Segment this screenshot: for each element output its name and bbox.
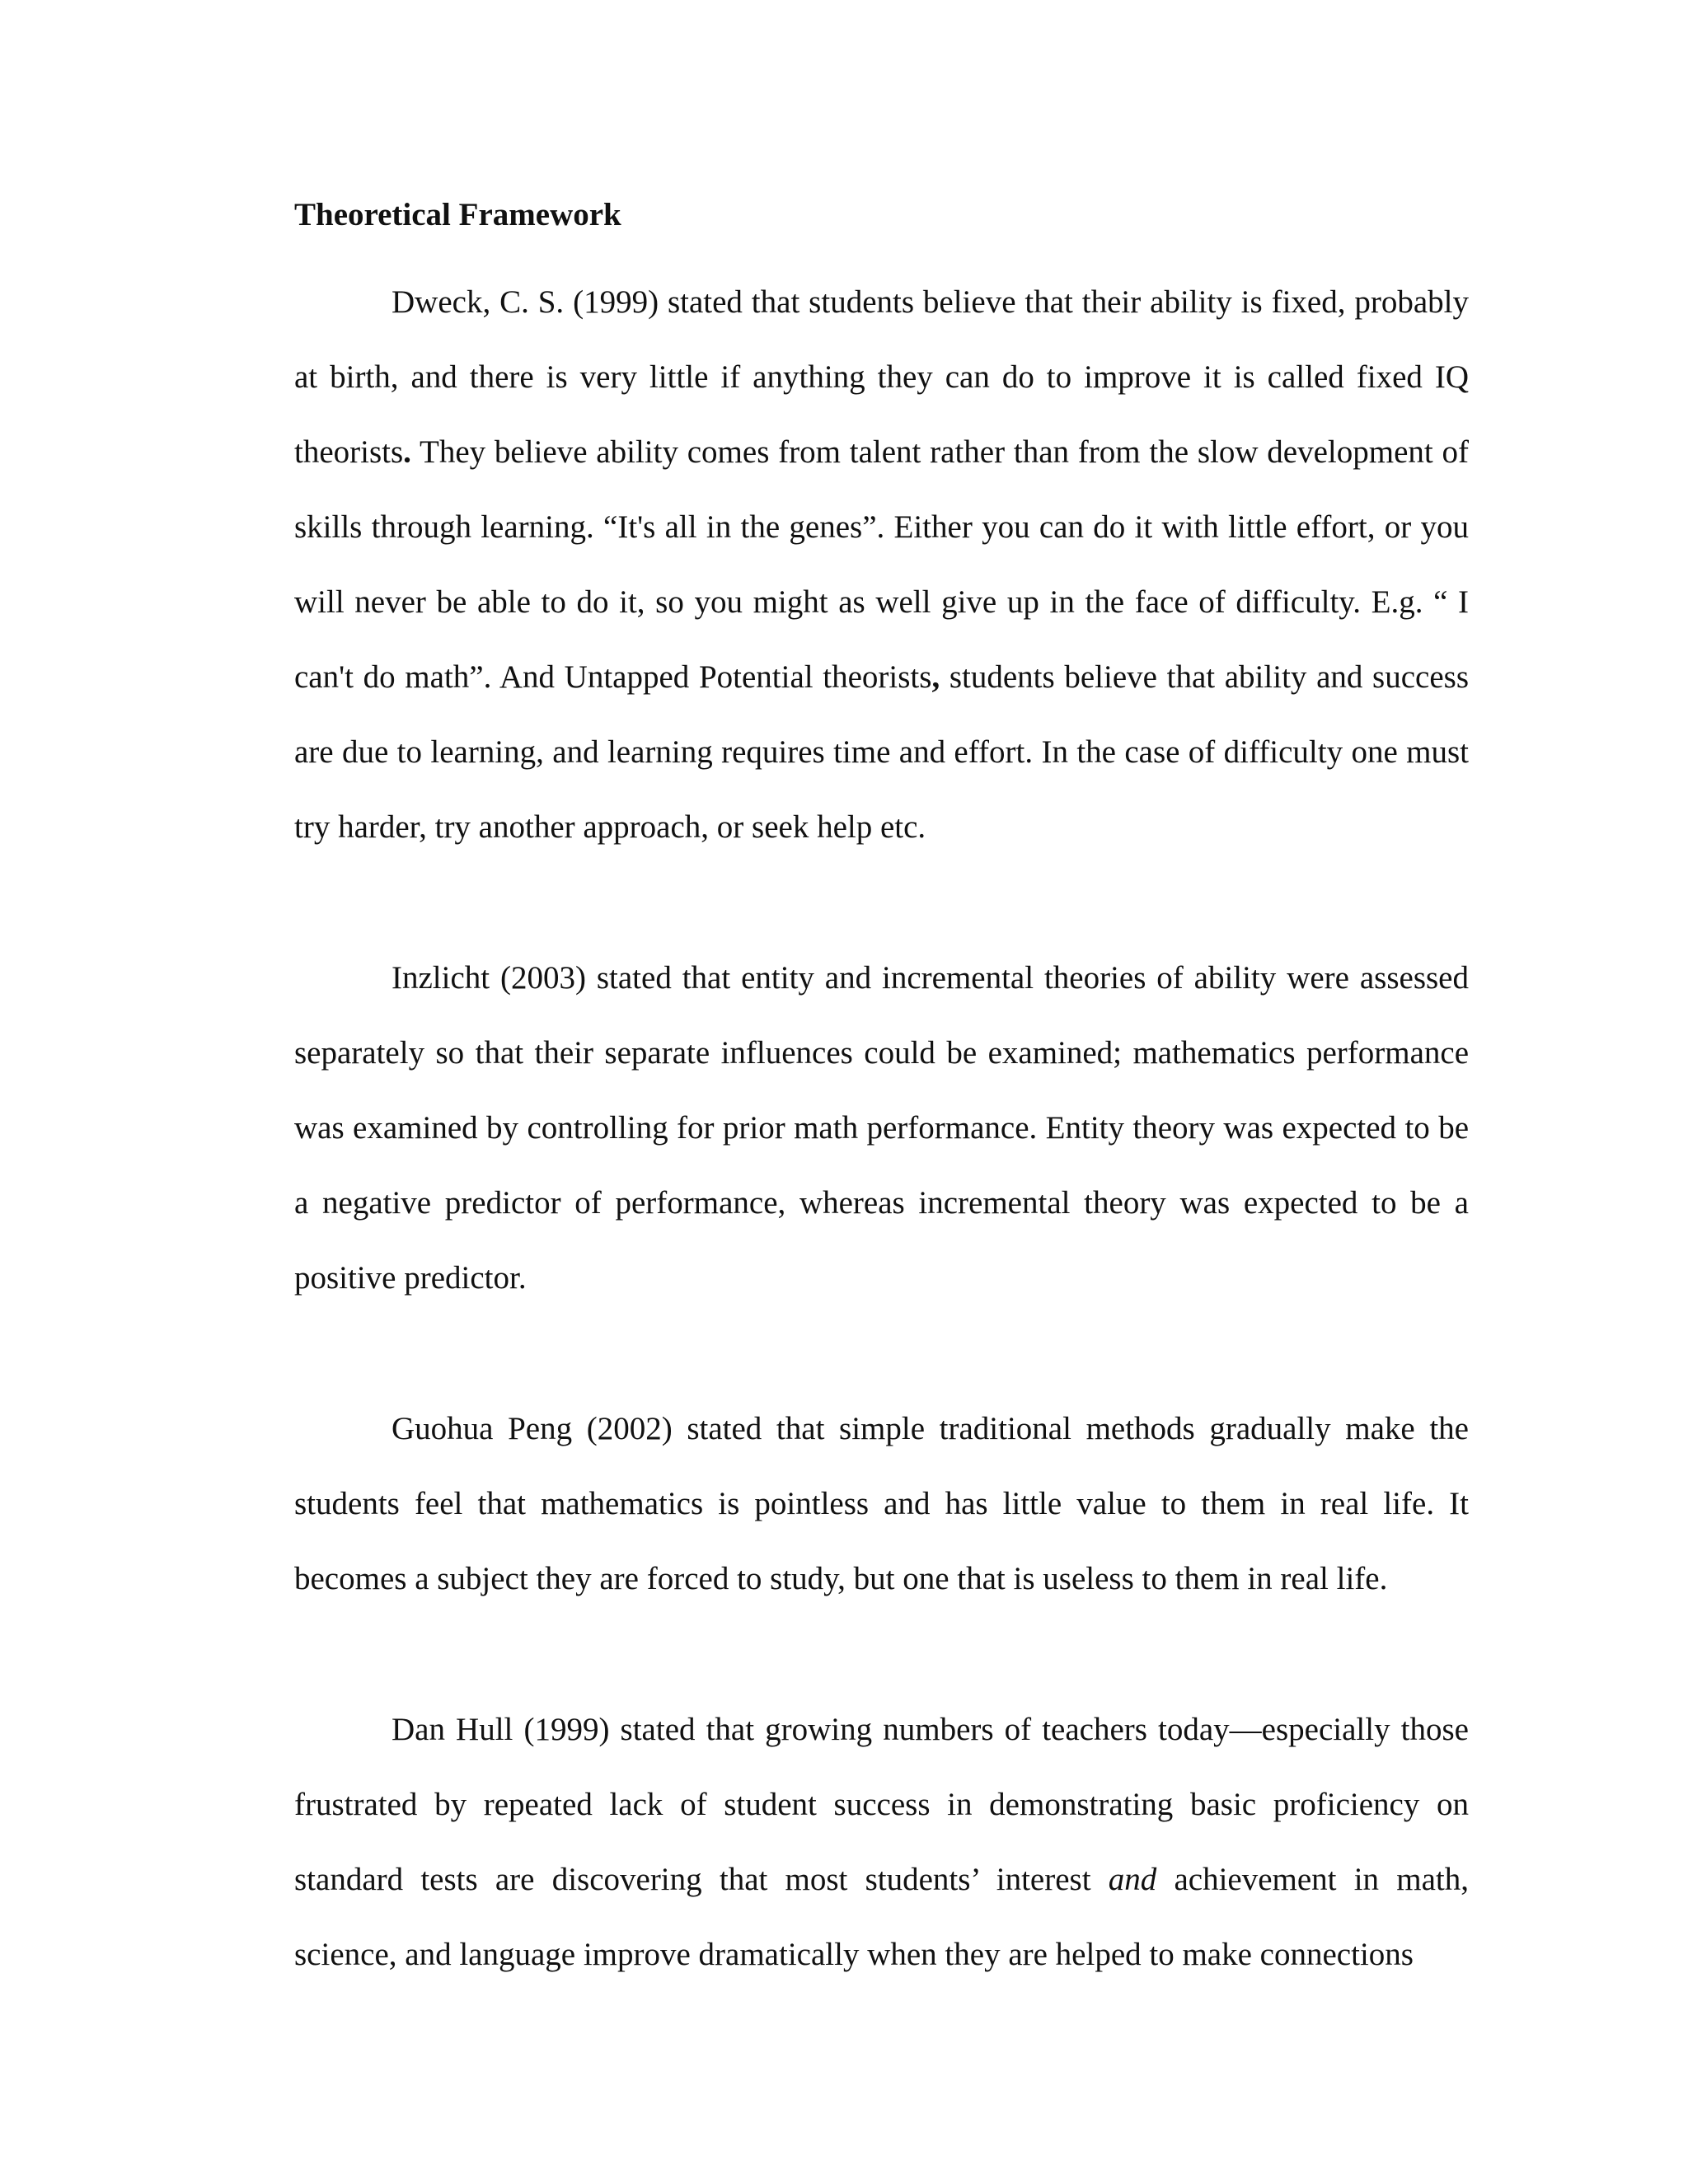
paragraph-dweck-text-3: students believe that ability and success are due to learning, and learning requires time and effort. In the case of difficulty one must try harder, try another approach, or seek help etc. — [294, 659, 1469, 845]
paragraph-dweck-text-2: They believe ability comes from talent rather than from the slow development of skills through learning. “It's all in the genes”. Either you can do it with little effort, or you will never be able to do it, so you might as well give up in the face of difficulty. E.g. “ I can't do math”. And Untapped Potential theorists — [294, 434, 1469, 695]
paragraph-hull-text-2: achievement in math, science, and language improve dramatically when they are helped to make connections — [294, 1862, 1469, 1972]
section-heading: Theoretical Framework — [294, 197, 621, 232]
paragraph-dweck — [294, 265, 1469, 865]
paragraph-peng: Guohua Peng (2002) stated that simple traditional methods gradually make the students feel that mathematics is pointless and has little value to them in real life. It becomes a subject they are forced to study, but one that is useless to them in real life. — [294, 1411, 1469, 1596]
paragraph-hull-text-1: Dan Hull (1999) stated that growing numbers of teachers today—especially those frustrated by repeated lack of student success in demonstrating basic proficiency on standard tests are discovering that most students’ interest — [294, 1712, 1469, 1897]
paragraph-inzlicht: Inzlicht (2003) stated that entity and incremental theories of ability were assessed separately so that their separate influences could be examined; mathematics performance was examined by controlling for prior math performance. Entity theory was expected to be a negative predictor of performance, whereas incremental theory was expected to be a positive predictor. — [294, 960, 1469, 1296]
paragraph-dweck-text-1: Dweck, C. S. (1999) stated that students believe that their ability is fixed, probably at birth, and there is very little if anything they can do to improve it is called fixed IQ theorists — [294, 284, 1469, 470]
paragraph-dweck-bold-comma: , — [931, 659, 940, 695]
paragraph-hull — [294, 1692, 1469, 1992]
document-body — [294, 190, 1469, 1992]
paragraph-hull-italic: and — [1108, 1862, 1157, 1897]
paragraph-dweck-bold-period: . — [403, 434, 411, 470]
